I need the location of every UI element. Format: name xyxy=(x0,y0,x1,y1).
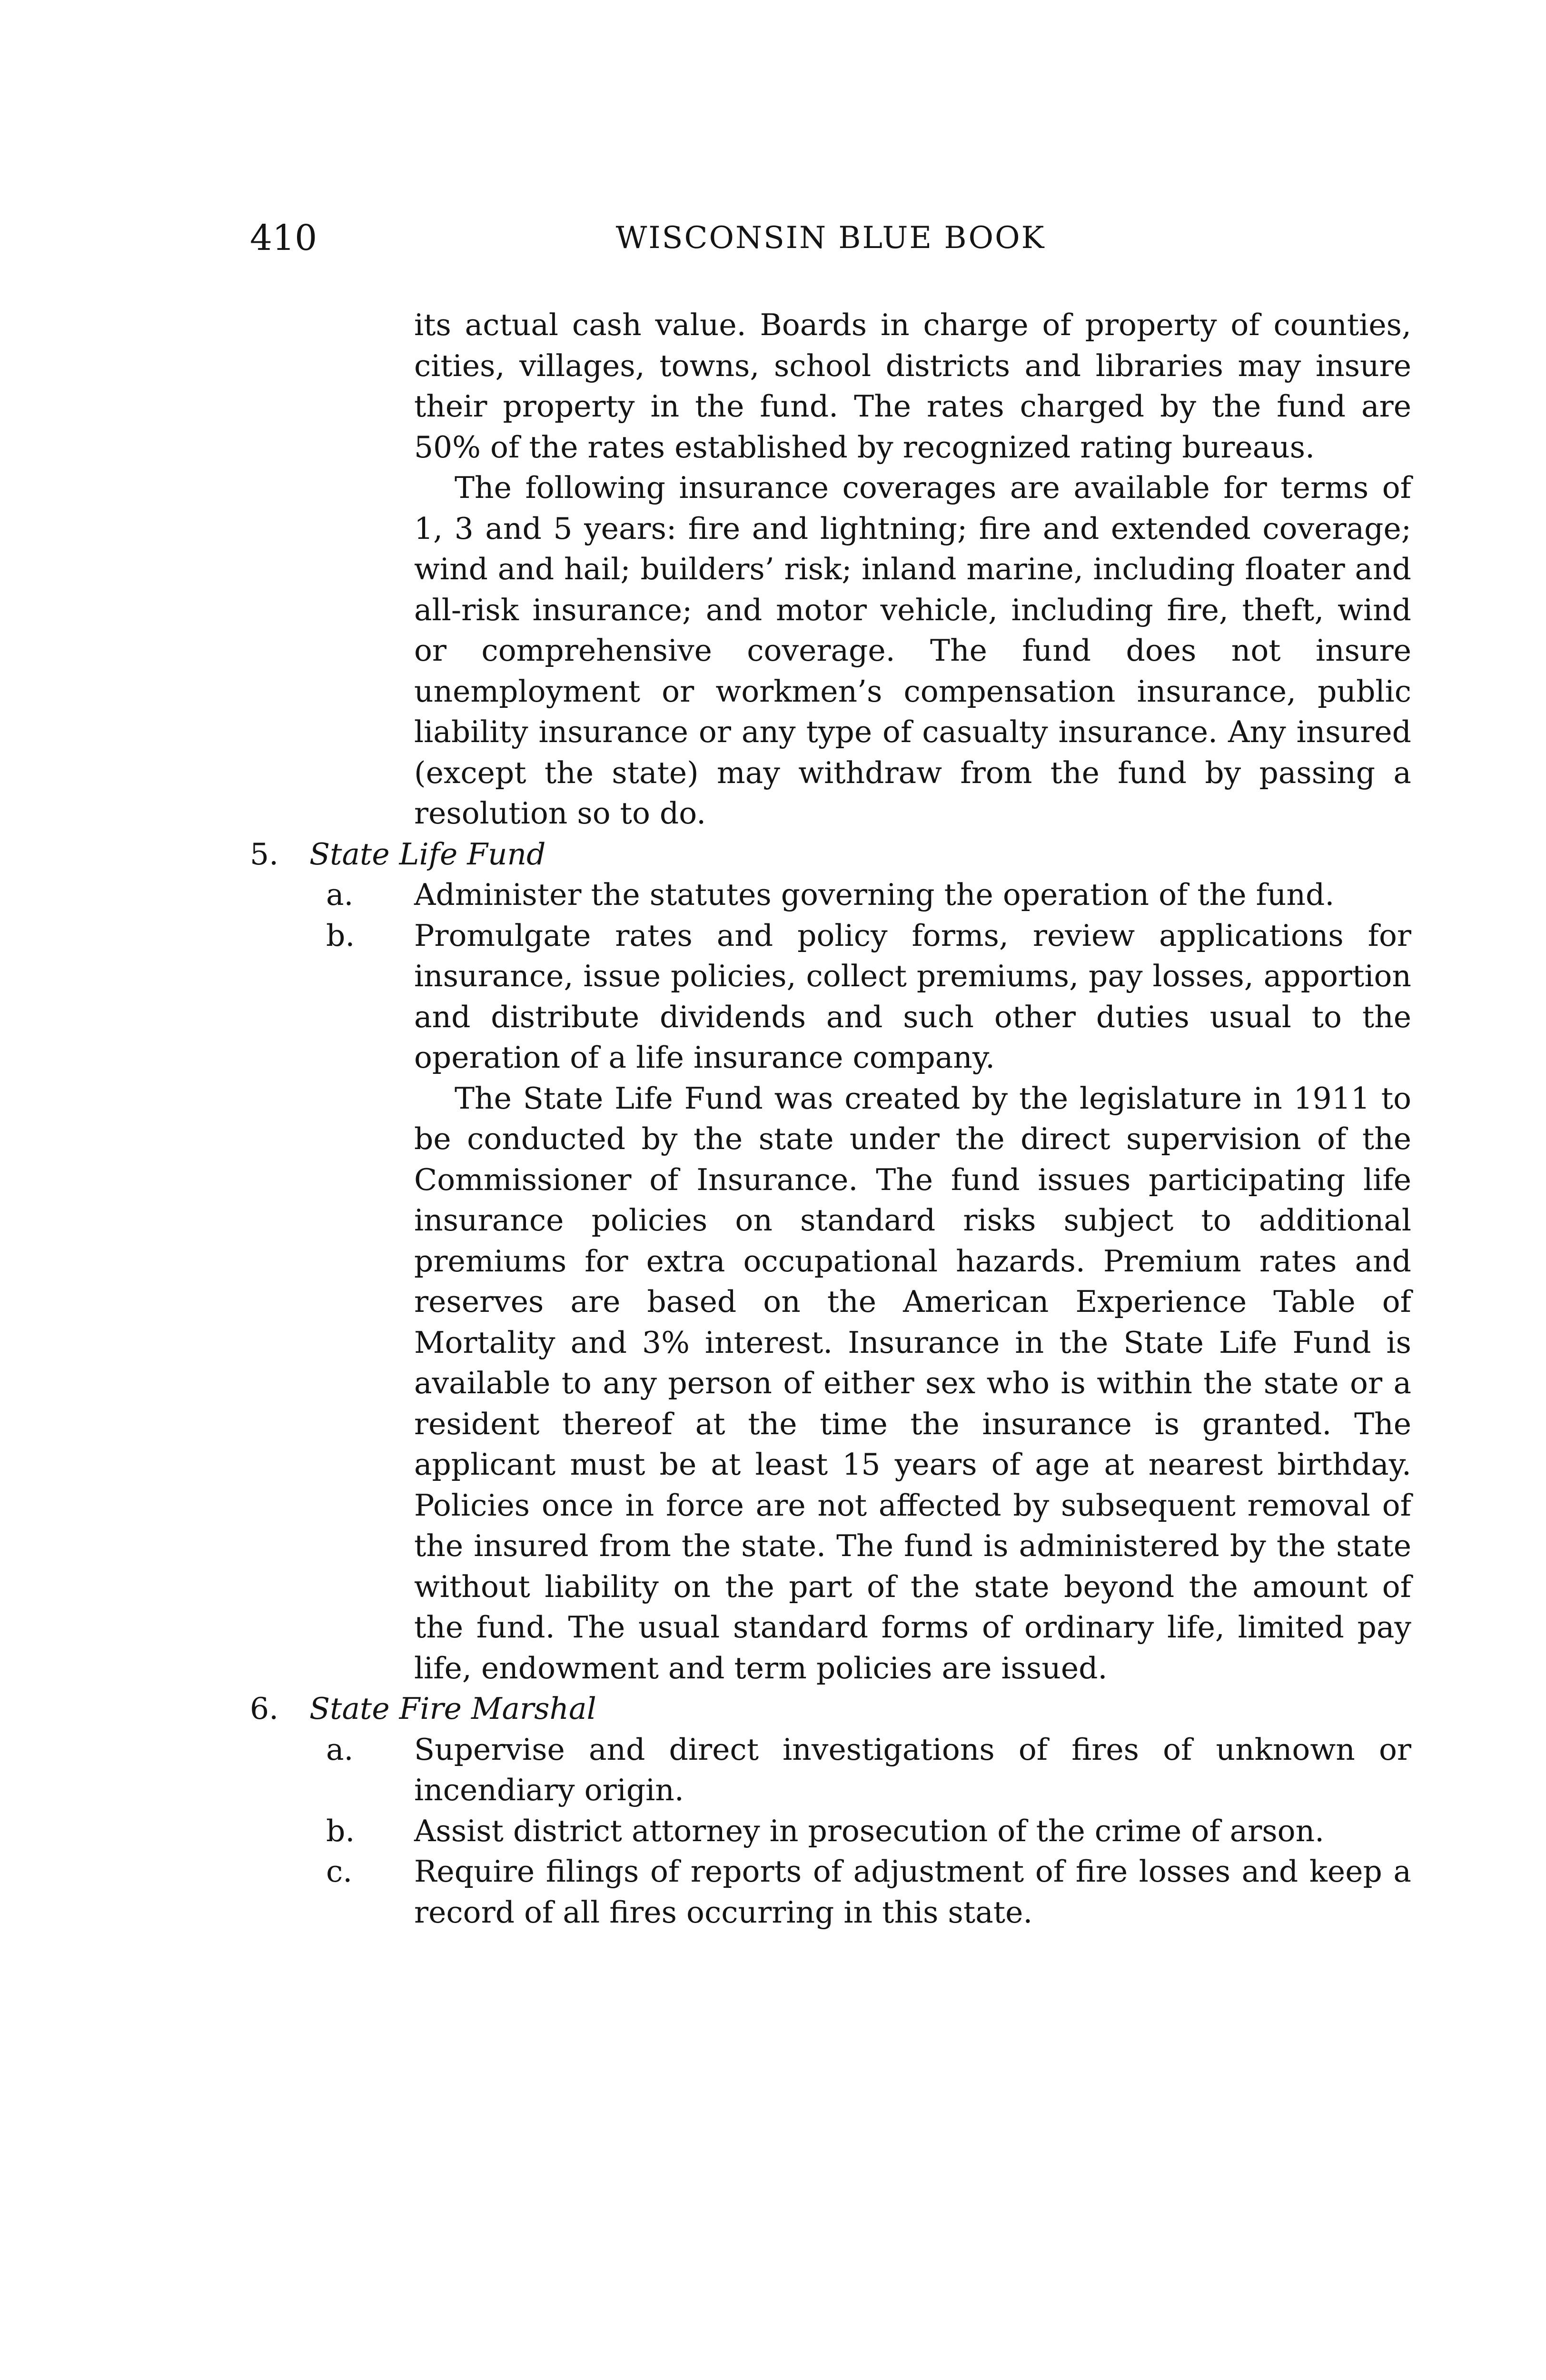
list-item xyxy=(250,1851,1411,1933)
item-letter: a. xyxy=(326,877,354,912)
section-title: State Fire Marshal xyxy=(309,1691,596,1726)
item-text: Supervise and direct investigations of fires of unknown or incendiary origin. xyxy=(414,1732,1411,1807)
section-title: State Life Fund xyxy=(309,836,546,872)
item-text: Assist district attorney in prosecution of the crime of arson. xyxy=(414,1813,1325,1848)
list-item xyxy=(250,915,1411,1078)
section-number: 5. xyxy=(250,836,279,872)
state-life-fund-paragraph: The State Life Fund was created by the legislature in 1911 to be conducted by the state under the direct supervision of the Commissioner of Insurance. The fund issues participating life insurance policies on standard risks subject to additional premiums for extra occupational hazards. Premium rates and reserves are based on the American Experience Table of Mortality and 3% interest. Insurance in the State Life Fund is available to any person of either sex who is within the state or a resident thereof at the time the insurance is granted. The applicant must be at least 15 years of age at nearest birthday. Policies once in force are not affected by subsequent removal of the insured from the state. The fund is administered by the state without liability on the part of the state beyond the amount of the fund. The usual standard forms of ordinary life, limited pay life, endowment and term policies are issued. xyxy=(414,1081,1411,1686)
running-title: WISCONSIN BLUE BOOK xyxy=(615,220,1046,256)
item-text: Administer the statutes governing the operation of the fund. xyxy=(414,877,1335,912)
item-letter: b. xyxy=(326,1813,355,1848)
item-text: Require filings of reports of adjustment of fire losses and keep a record of all fires occurring in this state. xyxy=(414,1854,1411,1930)
list-item xyxy=(250,874,1411,915)
section-heading-state-fire-marshal xyxy=(250,1688,1411,1729)
section-heading-state-life-fund xyxy=(250,834,1411,875)
item-letter: c. xyxy=(326,1854,353,1889)
item-text: Promulgate rates and policy forms, review applications for insurance, issue policies, collect premiums, pay losses, apportion and distribute dividends and such other duties usual to the operation of a life insurance company. xyxy=(414,918,1411,1075)
section-number: 6. xyxy=(250,1691,279,1726)
intro-paragraph: its actual cash value. Boards in charge of property of counties, cities, villages, towns, school districts and libraries may insure their property in the fund. The rates charged by the fund are 50% of the rates established by recognized rating bureaus. xyxy=(414,307,1411,465)
item-letter: a. xyxy=(326,1732,354,1767)
list-item xyxy=(250,1729,1411,1811)
page-header xyxy=(250,214,1411,262)
page-body xyxy=(250,305,1411,1933)
coverage-paragraph: The following insurance coverages are available for terms of 1, 3 and 5 years: fire and lightning; fire and extended coverage; wind and hail; builders’ risk; inland marine, including floater and all-risk insurance; and motor vehicle, including fire, theft, wind or comprehensive coverage. The fund does not insure unemployment or workmen’s compensation insurance, public liability insurance or any type of casualty insurance. Any insured (except the state) may withdraw from the fund by passing a resolution so to do. xyxy=(414,470,1411,831)
page-number: 410 xyxy=(250,218,317,258)
list-item xyxy=(250,1811,1411,1852)
item-letter: b. xyxy=(326,918,355,953)
